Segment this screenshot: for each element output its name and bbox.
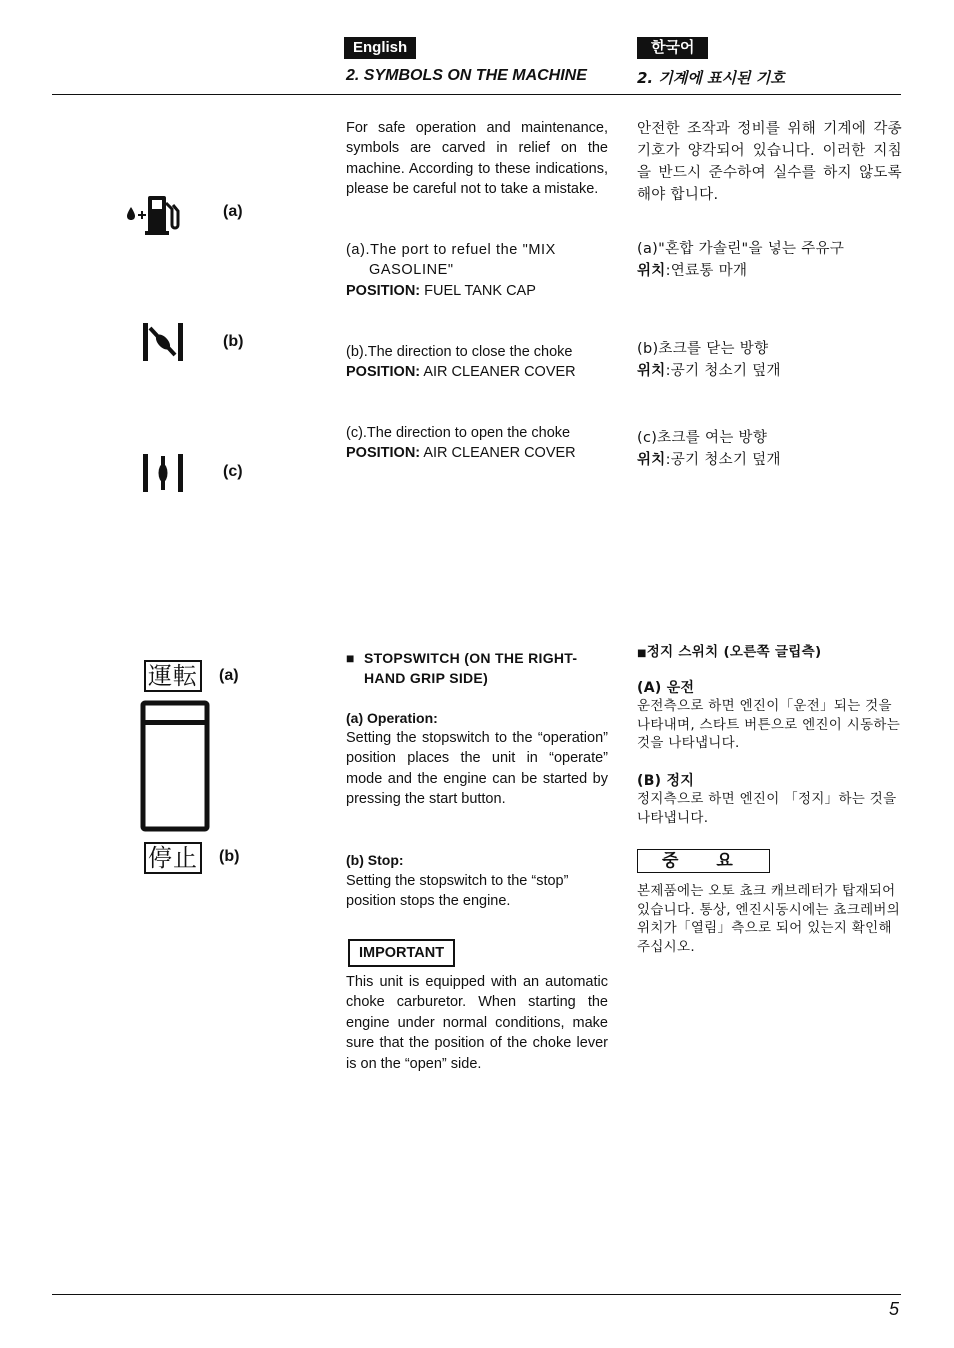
symbol-c-position-en [346, 443, 608, 463]
footer-rule [52, 1294, 901, 1295]
position-label: POSITION: [346, 283, 421, 299]
stop-title-ko: (B) 정지 [637, 773, 695, 789]
position-value: AIR CLEANER COVER [420, 364, 576, 380]
important-badge-en: IMPORTANT [348, 939, 455, 967]
bullet-icon: ■ [637, 648, 647, 659]
important-text-en: This unit is equipped with an automatic choke carburetor. When starting the engine under normal conditions, make sure that the position of the choke lever is on the “open” side. [346, 974, 608, 1072]
operation-text-en: Setting the stopswitch to the “operation” position places the unit in “operate” mode and the engine can be started by pressing the start button. [346, 730, 608, 808]
operation-text-ko: 운전측으로 하면 엔진이「운전」되는 것을 나타내며, 스타트 버튼으로 엔진이 시동하는 것을 나타냅니다. [637, 698, 901, 751]
position-label-ko: 위치 [637, 263, 666, 279]
stopswitch-heading-ko [637, 641, 902, 665]
stopswitch-heading-en [346, 648, 608, 689]
stopswitch-icon [140, 700, 210, 832]
bullet-icon: ■ [346, 650, 355, 666]
page-number: 5 [889, 1299, 900, 1319]
section-title-ko: 2. 기계에 표시된 기호 [637, 69, 785, 87]
important-text-ko: 본제품에는 오토 쵸크 캐브레터가 탑재되어 있습니다. 통상, 엔진시동시에는 쵸크레버의 위치가「열림」측으로 되어 있는지 확인해 주십시오. [637, 883, 901, 955]
stopswitch-heading-ko-text: 정지 스위치 (오른쪽 글립측) [646, 644, 822, 660]
symbol-a-desc-en [346, 240, 608, 281]
position-label: POSITION: [346, 364, 421, 380]
important-badge-ko: 중 요 [637, 849, 770, 873]
stop-title-en: (b) Stop: [346, 852, 404, 868]
symbols-intro-en: For safe operation and maintenance, symbols are carved in relief on the machine. According to these indications, please be careful not to take a mistake. [346, 120, 608, 198]
symbols-intro-ko: 안전한 조작과 정비를 위해 기계에 각종 기호가 양각되어 있습니다. 이러한 지침을 반드시 준수하여 실수를 하지 않도록 해야 합니다. [637, 121, 902, 203]
symbol-a-position-ko [637, 260, 902, 282]
header-rule [52, 94, 901, 95]
choke-close-icon [142, 322, 184, 362]
stopswitch-label-b: (b) [219, 848, 240, 865]
position-value-ko: :연료통 마개 [665, 263, 748, 279]
position-label: POSITION: [346, 445, 421, 461]
stop-text-ko: 정지측으로 하면 엔진이 「정지」하는 것을 나타냅니다. [637, 791, 897, 826]
symbol-b-desc-en: (b).The direction to close the choke [346, 344, 573, 360]
section-title-en: 2. SYMBOLS ON THE MACHINE [346, 67, 587, 84]
position-label-ko: 위치 [637, 452, 666, 468]
position-value: AIR CLEANER COVER [420, 445, 576, 461]
symbol-b-position-ko [637, 360, 902, 382]
stopswitch-label-a: (a) [219, 667, 239, 684]
operation-title-en: (a) Operation: [346, 710, 438, 726]
symbol-a-line2: GASOLINE" [369, 262, 454, 279]
symbol-a-desc-ko: (a)"혼합 가솔린"을 넣는 주유구 [637, 241, 845, 257]
symbol-c-desc-en: (c).The direction to open the choke [346, 425, 571, 441]
position-value-ko: :공기 청소기 덮개 [665, 363, 781, 379]
position-value: FUEL TANK CAP [420, 283, 536, 299]
kanji-operation-label: 運転 [144, 660, 202, 692]
korean-tab: 한국어 [637, 37, 708, 59]
english-tab: English [344, 37, 416, 59]
choke-open-icon [142, 453, 184, 493]
stopswitch-heading-text: STOPSWITCH (ON THE RIGHT-HAND GRIP SIDE) [364, 650, 578, 687]
symbol-a-position-en [346, 281, 608, 301]
symbol-label-a: (a) [223, 203, 243, 220]
symbol-a-line1: (a).The port to refuel the "MIX [346, 242, 556, 258]
symbol-b-position-en [346, 362, 608, 382]
symbol-label-c: (c) [223, 463, 243, 480]
kanji-stop-label: 停止 [144, 842, 202, 874]
fuel-pump-icon [126, 193, 188, 237]
symbol-c-position-ko [637, 449, 902, 471]
symbol-b-desc-ko: (b)초크를 닫는 방향 [637, 341, 769, 357]
operation-title-ko: (A) 운전 [637, 680, 695, 696]
symbol-label-b: (b) [223, 333, 244, 350]
symbol-c-desc-ko: (c)초크를 여는 방향 [637, 430, 768, 446]
position-label-ko: 위치 [637, 363, 666, 379]
position-value-ko: :공기 청소기 덮개 [665, 452, 781, 468]
stop-text-en: Setting the stopswitch to the “stop” position stops the engine. [346, 873, 569, 910]
